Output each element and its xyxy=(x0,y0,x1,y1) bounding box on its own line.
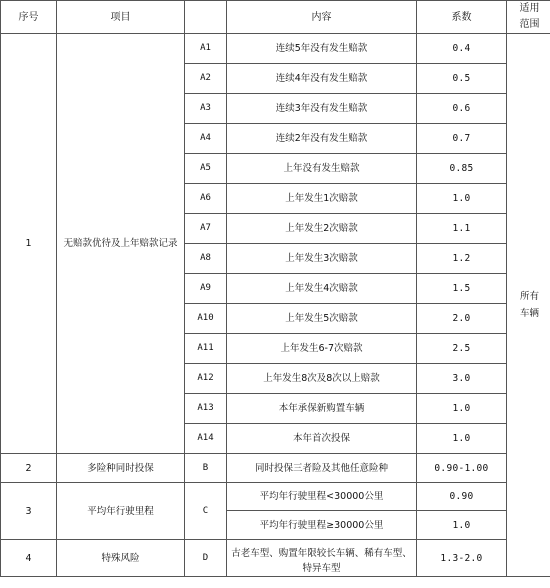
content-cell: 上年发生1次赔款 xyxy=(227,184,417,214)
table-row xyxy=(1,454,550,483)
content-cell xyxy=(227,540,417,577)
content-cell: 本年首次投保 xyxy=(227,424,417,454)
item-cell: 平均年行驶里程 xyxy=(57,483,185,540)
content-text: 古老车型、购置年限较长车辆、稀有车型、特异车型 xyxy=(231,548,412,574)
seq-cell: 4 xyxy=(1,540,57,577)
header-scope: 适用 范围 xyxy=(507,1,550,34)
header-row xyxy=(1,1,550,34)
seq-cell: 2 xyxy=(1,454,57,483)
header-item: 项目 xyxy=(57,1,185,34)
content-cell: 平均年行驶里程≥30000公里 xyxy=(227,511,417,540)
code-cell: A1 xyxy=(185,34,227,64)
header-coef: 系数 xyxy=(417,1,507,34)
header-seq: 序号 xyxy=(1,1,57,34)
table-row xyxy=(1,483,550,511)
coef-cell: 1.0 xyxy=(417,394,507,424)
coef-cell: 0.90 xyxy=(417,483,507,511)
table-row xyxy=(1,34,550,64)
seq-cell: 1 xyxy=(1,34,57,454)
header-code xyxy=(185,1,227,34)
table-row xyxy=(1,540,550,577)
content-cell: 上年发生5次赔款 xyxy=(227,304,417,334)
coef-cell: 1.0 xyxy=(417,424,507,454)
coef-cell: 0.6 xyxy=(417,94,507,124)
coef-cell: 1.1 xyxy=(417,214,507,244)
content-cell: 上年发生6-7次赔款 xyxy=(227,334,417,364)
content-cell: 本年承保新购置车辆 xyxy=(227,394,417,424)
code-cell: A8 xyxy=(185,244,227,274)
coef-cell: 1.0 xyxy=(417,184,507,214)
coef-cell: 1.5 xyxy=(417,274,507,304)
code-cell: D xyxy=(185,540,227,577)
code-cell: A4 xyxy=(185,124,227,154)
content-cell: 连续3年没有发生赔款 xyxy=(227,94,417,124)
scope-cell: 所有 车辆 xyxy=(507,34,550,577)
item-cell: 多险种同时投保 xyxy=(57,454,185,483)
content-cell: 平均年行驶里程<30000公里 xyxy=(227,483,417,511)
code-cell: A9 xyxy=(185,274,227,304)
code-cell: B xyxy=(185,454,227,483)
coef-cell: 1.3-2.0 xyxy=(417,540,507,577)
item-cell: 特殊风险 xyxy=(57,540,185,577)
coef-cell: 0.90-1.00 xyxy=(417,454,507,483)
content-cell: 连续2年没有发生赔款 xyxy=(227,124,417,154)
content-cell: 连续5年没有发生赔款 xyxy=(227,34,417,64)
coef-cell: 0.5 xyxy=(417,64,507,94)
code-cell: A13 xyxy=(185,394,227,424)
code-cell: A7 xyxy=(185,214,227,244)
coef-cell: 3.0 xyxy=(417,364,507,394)
coef-cell: 2.0 xyxy=(417,304,507,334)
code-cell: A3 xyxy=(185,94,227,124)
coef-cell: 1.2 xyxy=(417,244,507,274)
coef-cell: 1.0 xyxy=(417,511,507,540)
coef-cell: 0.7 xyxy=(417,124,507,154)
code-cell: A12 xyxy=(185,364,227,394)
item-cell xyxy=(57,34,185,454)
coef-cell: 2.5 xyxy=(417,334,507,364)
content-cell: 上年发生8次及8次以上赔款 xyxy=(227,364,417,394)
content-cell: 连续4年没有发生赔款 xyxy=(227,64,417,94)
code-cell: A11 xyxy=(185,334,227,364)
coef-cell: 0.85 xyxy=(417,154,507,184)
header-content: 内容 xyxy=(227,1,417,34)
content-cell: 上年没有发生赔款 xyxy=(227,154,417,184)
content-cell: 上年发生3次赔款 xyxy=(227,244,417,274)
content-cell: 同时投保三者险及其他任意险种 xyxy=(227,454,417,483)
code-cell: A6 xyxy=(185,184,227,214)
code-cell: A2 xyxy=(185,64,227,94)
code-cell: C xyxy=(185,483,227,540)
item-text: 无赔款优待及上年赔款记录 xyxy=(63,238,178,249)
seq-cell: 3 xyxy=(1,483,57,540)
content-cell: 上年发生2次赔款 xyxy=(227,214,417,244)
code-cell: A14 xyxy=(185,424,227,454)
coef-cell: 0.4 xyxy=(417,34,507,64)
content-cell: 上年发生4次赔款 xyxy=(227,274,417,304)
code-cell: A5 xyxy=(185,154,227,184)
code-cell: A10 xyxy=(185,304,227,334)
